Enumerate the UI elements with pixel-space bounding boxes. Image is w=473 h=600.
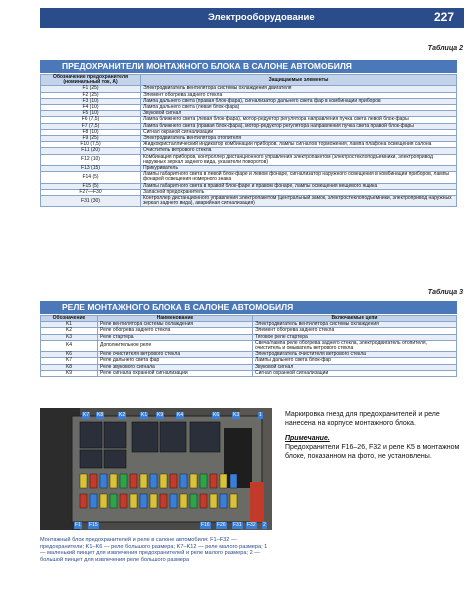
fuse-shape: [160, 474, 167, 488]
fuse-col-header: Обозначение предохранителя (номинальный ток, А): [41, 75, 141, 86]
photo-label: F32: [247, 522, 256, 528]
relay-name-cell: Реле обогрева заднего стекла: [98, 328, 253, 334]
fuse-id-cell: F14 (5): [41, 172, 141, 183]
photo-label: F26: [217, 522, 226, 528]
page-number: 227: [433, 10, 454, 24]
fuse-id-cell: F13 (15): [41, 166, 141, 172]
photo-caption: Монтажный блок предохранителей и реле в салоне автомобиля: F1–F32 — предохранители; K1–K6 — реле большого размера; K7–K12 — реле малого размера; 1 — маленький пинцет для извлечения предохранителей и реле малого размера; 2 — большой пинцет для извлечения реле большого размера: [40, 537, 268, 563]
relay-circuit-col-header: Включаемые цепи: [253, 316, 457, 322]
fuse-shape: [90, 494, 97, 508]
fuse-element-cell: Контроллер дистанционного управления электропакетом (центральный замок, электростеклоподъемники, электропривод наружных зеркал заднего вида), аварийная сигнализация): [141, 196, 457, 207]
fuse-element-cell: Прикуриватель: [141, 166, 457, 172]
fuse-id-cell: F1 (25): [41, 86, 141, 92]
fuse-shape: [200, 474, 207, 488]
fuse-id-cell: F11 (20): [41, 148, 141, 154]
fuse-shape: [80, 494, 87, 508]
fuse-element-cell: Запасной предохранитель: [141, 189, 457, 195]
photo-label: K2: [119, 412, 126, 418]
fuse-block-photo: [40, 408, 272, 530]
fuse-shape: [80, 474, 87, 488]
fuse-shape: [100, 474, 107, 488]
table3-label: Таблица 3: [427, 289, 463, 296]
fuse-element-cell: Лампы габаритного света в правой блок-фаре и правом фонаре, лампы освещения вещевого ящика: [141, 183, 457, 189]
relay-name-cell: Реле звукового сигнала: [98, 364, 253, 370]
fuse-table: [40, 74, 457, 207]
fuse-element-cell: Сигнал окраной сигнализации: [141, 129, 457, 135]
fuse-id-cell: F6 (7,5): [41, 117, 141, 123]
photo-label: F31: [233, 522, 242, 528]
photo-label: F15: [89, 522, 98, 528]
photo-label: K6: [213, 412, 220, 418]
fuse-shape: [170, 474, 177, 488]
fuse-shape: [180, 474, 187, 488]
fuse-shape: [90, 474, 97, 488]
photo-label: F16: [201, 522, 210, 528]
relay-id-cell: K7: [41, 358, 98, 364]
fuse-shape: [200, 494, 207, 508]
relay-name-cell: Реле очистителя ветрового стекла: [98, 352, 253, 358]
photo-label: K1: [141, 412, 148, 418]
relay-id-cell: K4: [41, 340, 98, 351]
table-row: [41, 154, 457, 165]
section-title: Электрооборудование: [208, 12, 315, 23]
fuse-block-drawing: [40, 408, 272, 530]
table2-title: ПРЕДОХРАНИТЕЛИ МОНТАЖНОГО БЛОКА В САЛОНЕ АВТОМОБИЛЯ: [40, 60, 457, 73]
relay-circuit-cell: Электродвигатель очистителя ветрового стекла: [253, 352, 457, 358]
relay-circuit-cell: Элемент обогрева заднего стекла: [253, 328, 457, 334]
side-text: [285, 410, 465, 461]
fuse-shape: [140, 494, 147, 508]
fuse-id-cell: F7 (7,5): [41, 123, 141, 129]
fuse-shape: [230, 474, 237, 488]
fuse-shape: [150, 494, 157, 508]
relay-circuit-cell: Лампы дальнего света блок-фар: [253, 358, 457, 364]
relay-circuit-cell: Сигнал охранной сигнализации: [253, 370, 457, 376]
relay-id-cell: K1: [41, 322, 98, 328]
page-header: [40, 8, 464, 28]
fuse-shape: [130, 474, 137, 488]
fuse-shape: [160, 494, 167, 508]
fuse-shape: [230, 494, 237, 508]
fuse-shape: [170, 494, 177, 508]
table2-label: Таблица 2: [427, 45, 463, 52]
relay-id-cell: K9: [41, 370, 98, 376]
relay-circuit-cell: Свеча/лампа реле обогрева заднего стекла, электродвигатель отопителя, очиститель и омыватель ветрового стекла: [253, 340, 457, 351]
fuse-shape: [220, 474, 227, 488]
element-col-header: Защищаемые элементы: [141, 75, 457, 86]
fuse-element-cell: Жидкокристаллический индикатор комбинации приборов, лампы сигналов торможения, лампа плафона освещения салона: [141, 142, 457, 148]
fuse-id-cell: F15 (5): [41, 183, 141, 189]
relay-name-cell: Реле сигнала охранной сигнализации: [98, 370, 253, 376]
fuse-id-cell: F9 (25): [41, 136, 141, 142]
table3-title: РЕЛЕ МОНТАЖНОГО БЛОКА В САЛОНЕ АВТОМОБИЛЯ: [40, 301, 457, 314]
fuse-shape: [100, 494, 107, 508]
fuse-element-cell: Электродвигатель вентилятора отопителя: [141, 136, 457, 142]
photo-label: K9: [157, 412, 164, 418]
fuse-element-cell: Лампа дальнего света (правая блок-фара), сигнализатор дальнего света фар в комбинации приборов: [141, 98, 457, 104]
fuse-id-cell: F4 (10): [41, 105, 141, 111]
photo-label: K7: [83, 412, 90, 418]
relay-name-cell: Реле стартера: [98, 334, 253, 340]
relay-name-cell: Дополнительное реле: [98, 340, 253, 351]
fuse-element-cell: Лампа ближнего света (правая блок-фара), мотор-редуктор регулятора направления пучка света правой блок-фары: [141, 123, 457, 129]
table-row: [41, 340, 457, 351]
fuse-id-cell: F31 (30): [41, 196, 141, 207]
photo-label: 2: [263, 522, 266, 528]
fuse-id-cell: F2 (25): [41, 92, 141, 98]
relay-table: [40, 315, 457, 377]
relay-id-cell: K6: [41, 352, 98, 358]
note-title: Примечание.: [285, 435, 330, 442]
fuse-element-cell: Лампа ближнего света (левая блок-фара), мотор-редуктор регулятора направления пучка света левой блок-фары: [141, 117, 457, 123]
fuse-shape: [120, 494, 127, 508]
fuse-shape: [110, 474, 117, 488]
fuse-shape: [190, 474, 197, 488]
fuse-id-cell: F8 (10): [41, 129, 141, 135]
fuse-id-cell: F10 (7,5): [41, 142, 141, 148]
photo-label: K3: [233, 412, 240, 418]
photo-label: F1: [75, 522, 81, 528]
fuse-element-cell: Комбинация приборов, контроллер дистанционного управления электропакетом (электростеклоподъемники, электропривод наружных зеркал заднего вида, указатели поворотов): [141, 154, 457, 165]
fuse-id-cell: F3 (10): [41, 98, 141, 104]
side-paragraph: Маркировка гнезд для предохранителей и реле нанесена на корпусе монтажного блока.: [285, 411, 440, 427]
fuse-element-cell: Лампы габаритного света в левой блок-фаре и левом фонаре, сигнализатор наружного освещения в комбинации приборов, лампы фонарей освещения номерного знака: [141, 172, 457, 183]
fuse-shape: [210, 494, 217, 508]
relay-id-cell: K8: [41, 364, 98, 370]
relay-name-cell: Реле дальнего света фар: [98, 358, 253, 364]
relay-id-cell: K3: [41, 334, 98, 340]
relay-circuit-cell: Электродвигатель вентилятора системы охлаждения: [253, 322, 457, 328]
fuse-shape: [140, 474, 147, 488]
relay-circuit-cell: Тяговое реле стартера: [253, 334, 457, 340]
relay-id-cell: K2: [41, 328, 98, 334]
relay-id-col-header: Обозначение: [41, 316, 98, 322]
fuse-shape: [150, 474, 157, 488]
fuse-id-cell: F27—F30: [41, 189, 141, 195]
table-row: [41, 370, 457, 376]
relay-name-col-header: Наименование: [98, 316, 253, 322]
table-row: [41, 172, 457, 183]
photo-label: K4: [177, 412, 184, 418]
relay-circuit-cell: Звуковой сигнал: [253, 364, 457, 370]
fuse-shape: [210, 474, 217, 488]
fuse-element-cell: Очиститель ветрового стекла: [141, 148, 457, 154]
photo-label: K8: [97, 412, 104, 418]
fuse-shape: [110, 494, 117, 508]
note-text: Предохранители F16–26, F32 и реле K5 в монтажном блоке, показанном на фото, не установлены.: [285, 444, 460, 460]
relay-name-cell: Реле вентилятора системы охлаждения: [98, 322, 253, 328]
fuse-element-cell: Электродвигатель вентилятора системы охлаждения двигателя: [141, 86, 457, 92]
fuse-element-cell: Элемент обогрева заднего стекла: [141, 92, 457, 98]
fuse-element-cell: Лампа дальнего света (левая блок-фара): [141, 105, 457, 111]
fuse-shape: [220, 494, 227, 508]
fuse-id-cell: F5 (10): [41, 111, 141, 117]
fuse-element-cell: Звуковой сигнал: [141, 111, 457, 117]
fuse-shape: [130, 494, 137, 508]
fuse-id-cell: F12 (10): [41, 154, 141, 165]
fuse-shape: [190, 494, 197, 508]
table-row: [41, 196, 457, 207]
fuse-shape: [120, 474, 127, 488]
fuse-shape: [180, 494, 187, 508]
photo-label: 1: [259, 412, 262, 418]
